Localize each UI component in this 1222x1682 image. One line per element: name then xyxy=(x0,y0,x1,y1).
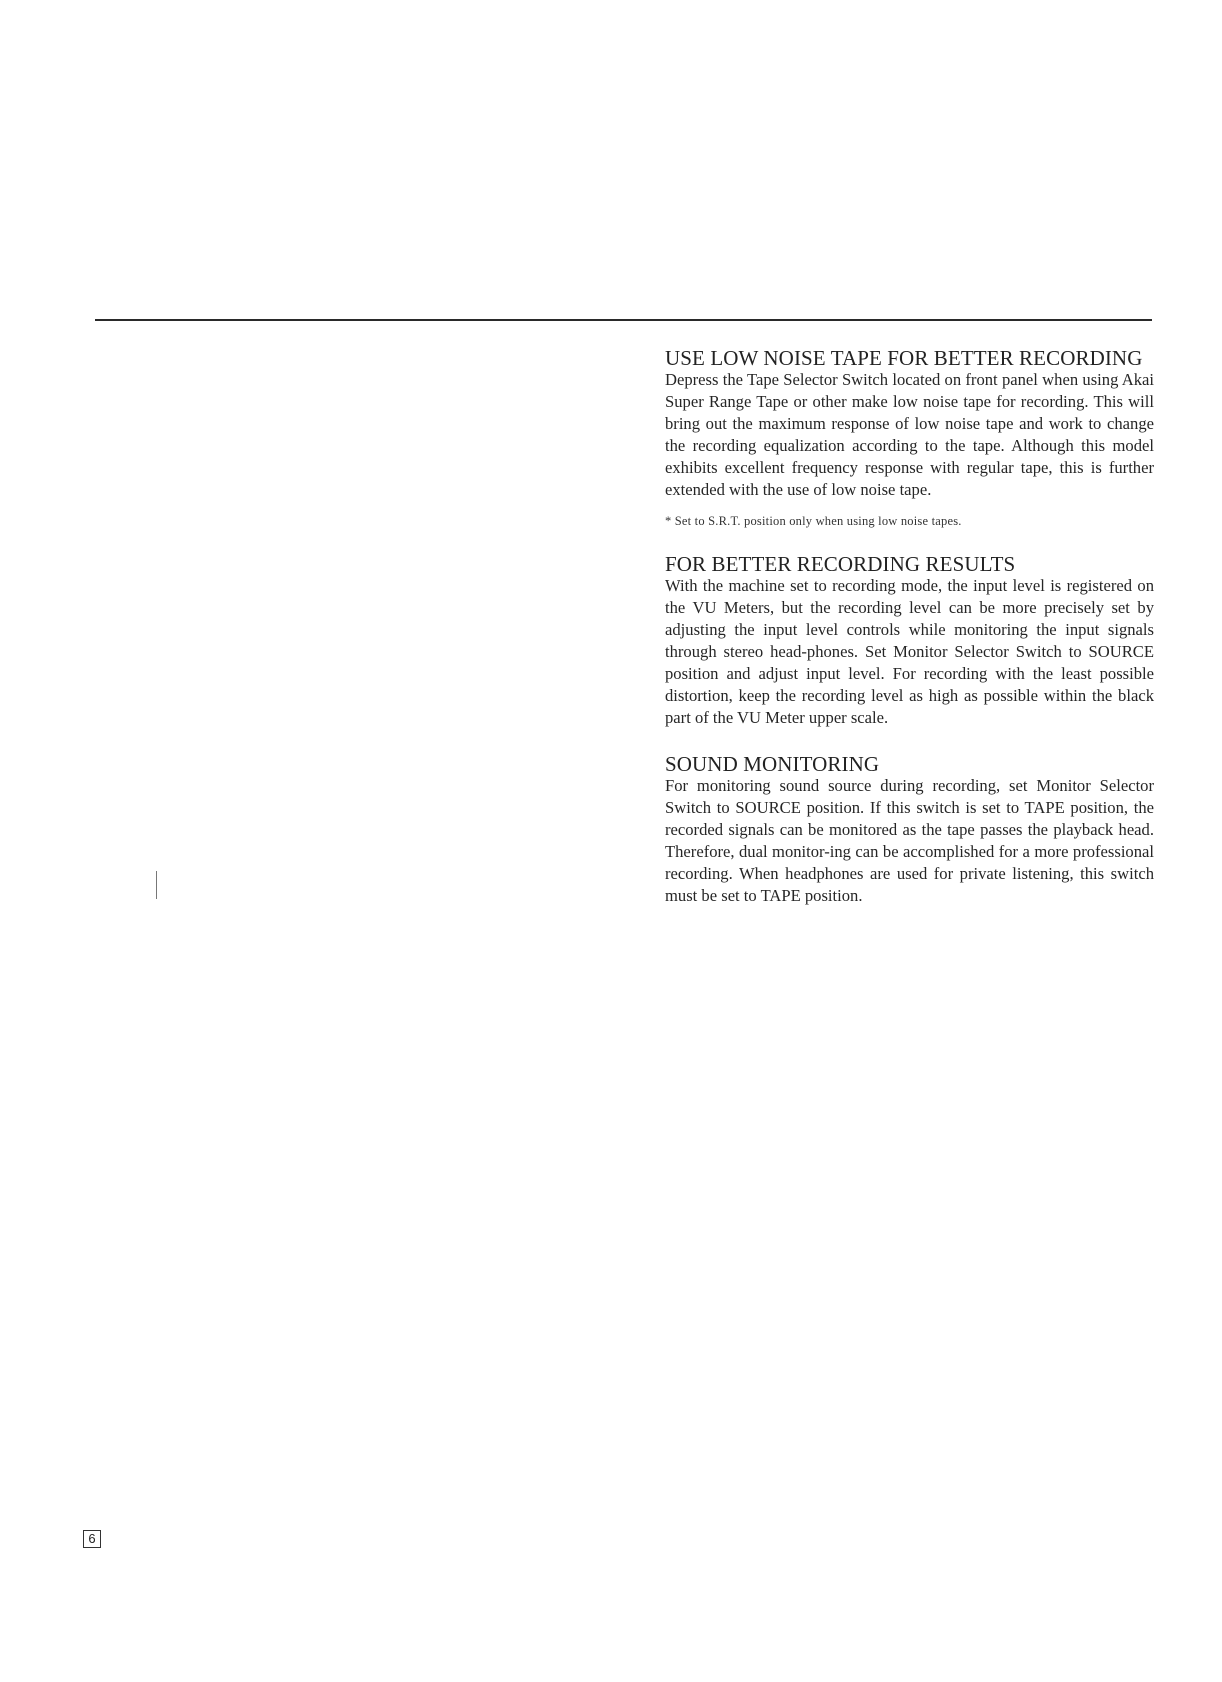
margin-mark xyxy=(156,871,157,899)
page-number: 6 xyxy=(83,1530,101,1548)
section-better-recording xyxy=(665,553,1154,729)
section-body: With the machine set to recording mode, the input level is registered on the VU Meters, but the recording level can be more precisely set by adjusting the input level controls while monitoring the input signals through stereo head-phones. Set Monitor Selector Switch to SOURCE position and adjust input level. For recording with the least possible distortion, keep the recording level as high as possible within the black part of the VU Meter upper scale. xyxy=(665,576,1154,727)
section-title: FOR BETTER RECORDING RESULTS xyxy=(665,552,1016,576)
section-body: For monitoring sound source during recording, set Monitor Selector Switch to SOURCE position. If this switch is set to TAPE position, the recorded signals can be monitored as the tape passes the playback head. Therefore, dual monitor-ing can be accomplished for a more professional recording. When headphones are used for private listening, this switch must be set to TAPE position. xyxy=(665,776,1154,905)
section-body: Depress the Tape Selector Switch located on front panel when using Akai Super Range Tape or other make low noise tape for recording. This will bring out the maximum response of low noise tape and work to change the recording equalization according to the tape. Although this model exhibits excellent frequency response with regular tape, this is further extended with the use of low noise tape. xyxy=(665,370,1154,499)
section-low-noise-tape xyxy=(665,347,1154,529)
section-title: SOUND MONITORING xyxy=(665,752,880,776)
section-sound-monitoring xyxy=(665,753,1154,907)
section-title: USE LOW NOISE TAPE FOR BETTER RECORDING xyxy=(665,346,1143,370)
text-column xyxy=(665,347,1154,907)
horizontal-rule xyxy=(95,319,1152,321)
footnote: * Set to S.R.T. position only when using low noise tapes. xyxy=(665,514,962,528)
